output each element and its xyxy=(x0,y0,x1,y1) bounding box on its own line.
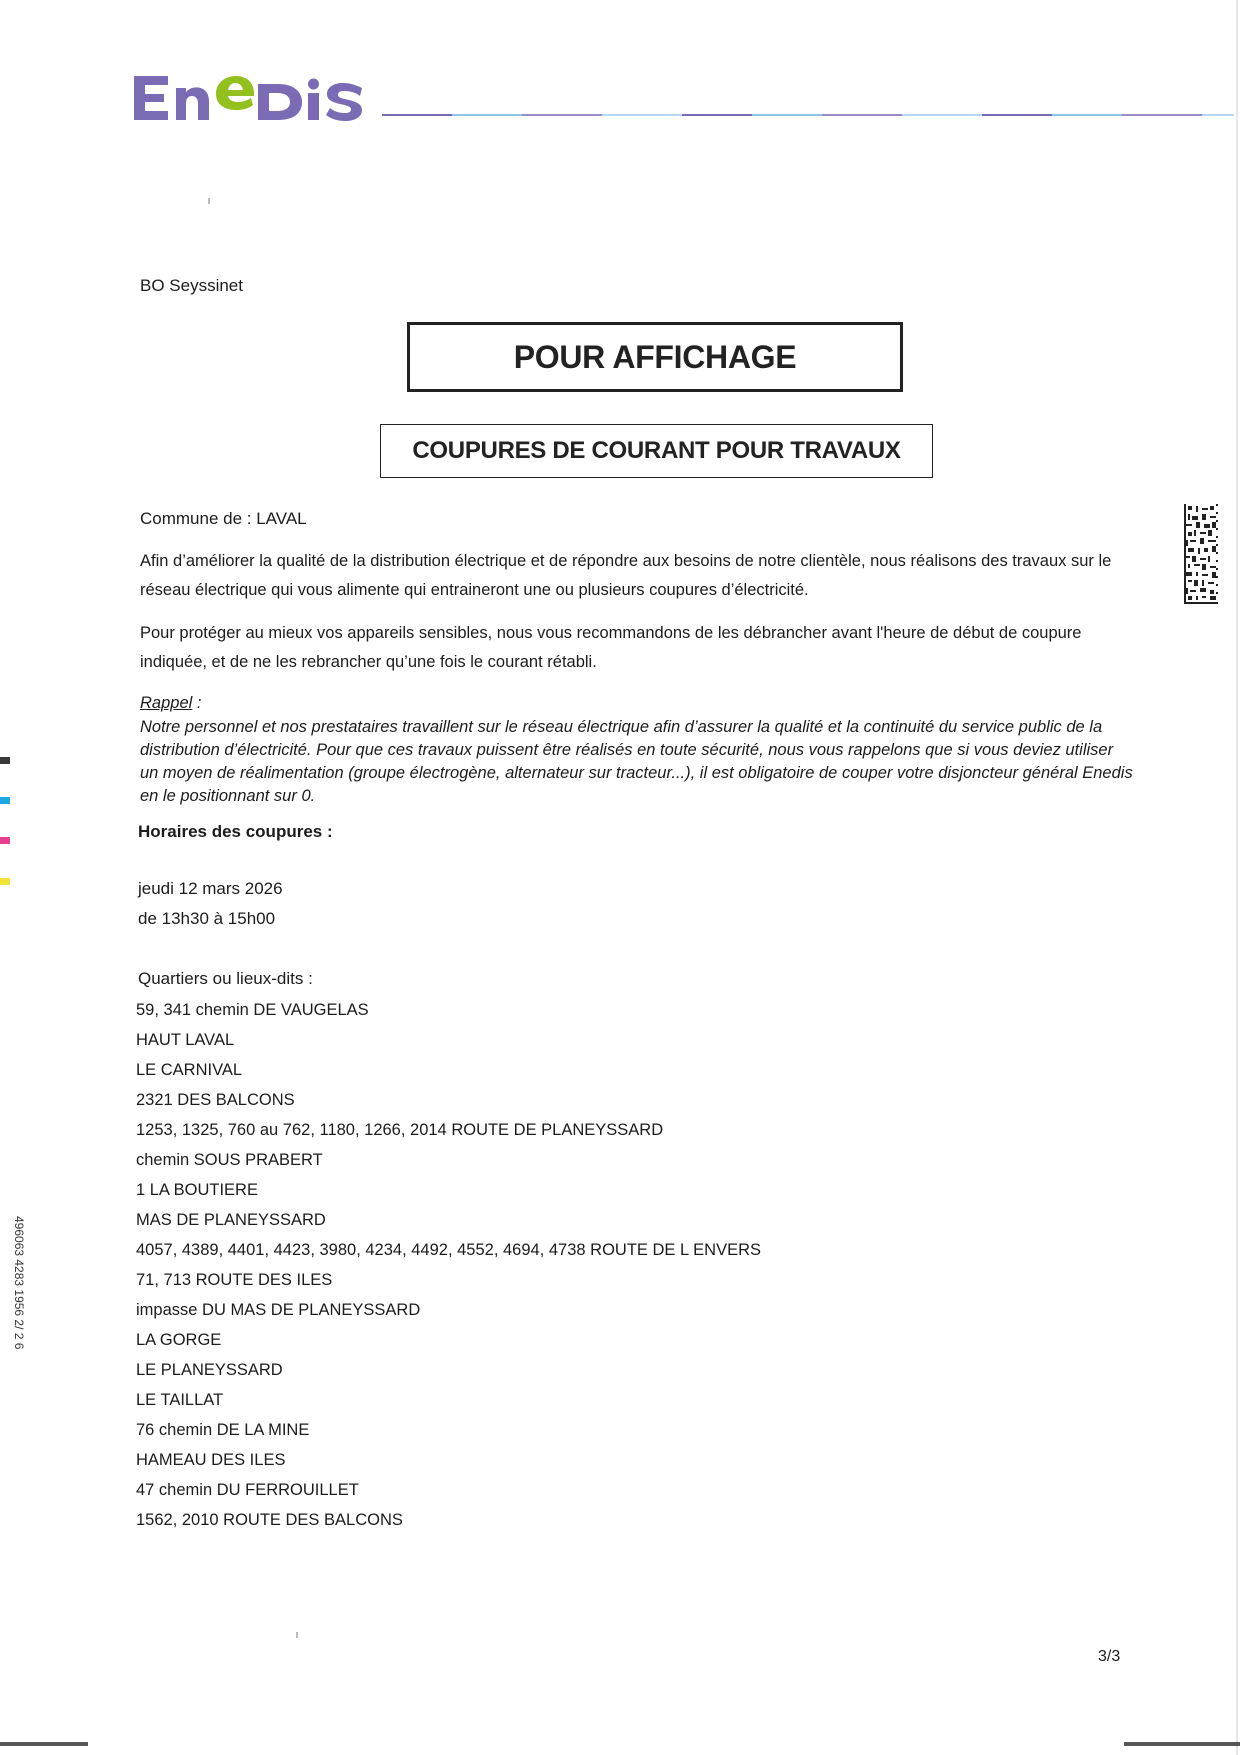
commune-line: Commune de : LAVAL xyxy=(140,509,307,528)
registration-swatch-cyan xyxy=(0,797,10,804)
enedis-logo-icon xyxy=(132,68,364,128)
registration-swatch-yellow xyxy=(0,878,10,885)
advice-paragraph: Pour protéger au mieux vos appareils sensibles, nous vous recommandons de les débrancher avant l'heure de début de coupure indiquée, et de ne les rebrancher qu’une fois le courant rétabli. xyxy=(140,624,1082,671)
rappel-label: Rappel xyxy=(140,694,193,712)
registration-swatch-black xyxy=(0,757,10,764)
datamatrix-icon xyxy=(1184,504,1218,604)
page-edge xyxy=(1236,0,1238,1755)
lieux-list xyxy=(136,998,761,1538)
pour-affichage-title: POUR AFFICHAGE xyxy=(513,338,797,375)
bottom-mark-right xyxy=(1124,1742,1240,1746)
list-item: 1562, 2010 ROUTE DES BALCONS xyxy=(136,1511,403,1529)
list-item: chemin SOUS PRABERT xyxy=(136,1151,323,1169)
list-item: impasse DU MAS DE PLANEYSSARD xyxy=(136,1301,421,1319)
outage-time: de 13h30 à 15h00 xyxy=(138,909,276,928)
list-item: HAUT LAVAL xyxy=(136,1031,235,1049)
list-item: 47 chemin DU FERROUILLET xyxy=(136,1481,359,1499)
rappel-colon: : xyxy=(192,694,202,712)
list-item: 59, 341 chemin DE VAUGELAS xyxy=(136,1001,369,1019)
list-item: LE TAILLAT xyxy=(136,1391,224,1409)
pour-affichage-box xyxy=(407,322,903,392)
page-number: 3/3 xyxy=(1098,1648,1121,1665)
list-item: 2321 DES BALCONS xyxy=(136,1091,295,1109)
list-item: LA GORGE xyxy=(136,1331,222,1349)
list-item: LE CARNIVAL xyxy=(136,1061,243,1079)
rappel-heading xyxy=(140,694,201,713)
list-item: MAS DE PLANEYSSARD xyxy=(136,1211,326,1229)
coupures-box xyxy=(380,424,933,478)
list-item: 76 chemin DE LA MINE xyxy=(136,1421,310,1439)
header-rule xyxy=(382,114,1234,116)
list-item: 1253, 1325, 760 au 762, 1180, 1266, 2014 ROUTE DE PLANEYSSARD xyxy=(136,1121,664,1139)
list-item: LE PLANEYSSARD xyxy=(136,1361,283,1379)
outage-date: jeudi 12 mars 2026 xyxy=(138,879,283,898)
side-tracking-code: 496063 4283 1956 2/ 2 6 xyxy=(12,1216,26,1350)
list-item: 4057, 4389, 4401, 4423, 3980, 4234, 4492, 4552, 4694, 4738 ROUTE DE L ENVERS xyxy=(136,1241,762,1259)
list-item: 1 LA BOUTIERE xyxy=(136,1181,258,1199)
sender-office: BO Seyssinet xyxy=(140,276,243,295)
list-item: 71, 713 ROUTE DES ILES xyxy=(136,1271,333,1289)
scan-speck xyxy=(296,1632,298,1638)
scan-speck xyxy=(208,198,210,204)
enedis-logo xyxy=(132,68,364,128)
list-item: HAMEAU DES ILES xyxy=(136,1451,286,1469)
horaires-heading: Horaires des coupures : xyxy=(138,822,333,841)
bottom-mark-left xyxy=(0,1742,88,1746)
intro-paragraph: Afin d’améliorer la qualité de la distribution électrique et de répondre aux besoins de notre clientèle, nous réalisons des travaux sur le réseau électrique qui vous alimente qui entraineront une ou plusieurs coupures d’électricité. xyxy=(140,552,1112,599)
coupures-title: COUPURES DE COURANT POUR TRAVAUX xyxy=(412,437,901,464)
rappel-text: Notre personnel et nos prestataires travaillent sur le réseau électrique afin d’assurer la qualité et la continuité du service public de la distribution d’électricité. Pour que ces travaux puissent être réalisés en toute sécurité, nous vous rappelons que si vous deviez utiliser un moyen de réalimentation (groupe électrogène, alternateur sur tracteur...), il est obligatoire de couper votre disjoncteur général Enedis en le positionnant sur 0. xyxy=(140,718,1133,805)
lieux-heading: Quartiers ou lieux-dits : xyxy=(138,969,313,988)
registration-swatch-magenta xyxy=(0,837,10,844)
